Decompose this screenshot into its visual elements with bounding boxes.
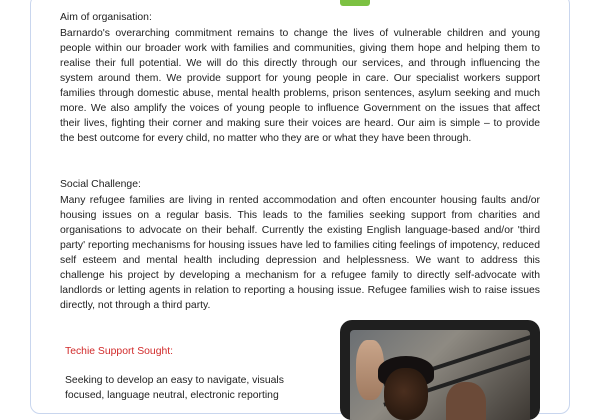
photo-person-right: [446, 382, 486, 420]
green-header-tab: [340, 0, 370, 6]
techie-paragraph: Seeking to develop an easy to navigate, visuals focused, language neutral, electronic reporting: [65, 375, 284, 401]
aim-heading: Aim of organisation:: [60, 12, 152, 23]
challenge-heading: Social Challenge:: [60, 179, 141, 190]
photo-screen: [350, 330, 530, 420]
techie-heading: Techie Support Sought:: [65, 346, 174, 357]
tablet-photo: [340, 320, 540, 420]
challenge-paragraph: Many refugee families are living in rented accommodation and often encounter housing faults and/or housing issues on a regular basis. This leads to the families seeking support from charities and organisations to advocate on their behalf. Currently the existing English language-based and/or 'third party' reporting mechanisms for housing issues have led to families citing feelings of impotency, reduced self esteem and mental health including depression and helplessness. We want to address this challenge his project by developing a mechanism for a refugee family to directly self-advocate with landlords or letting agents in relation to reporting a housing issue. Refugee families wish to raise issues directly, not through a third party.: [60, 195, 540, 311]
aim-paragraph: Barnardo's overarching commitment remains to change the lives of vulnerable children and young people within our broader work with families and communities, giving them hope and helping them to realise their full potential. We will do this directly through our services, and through influencing the system around them. We provide support for young people in care. Our specialist workers support families through domestic abuse, mental health problems, prison sentences, asylum seeking and much more. We also amplify the voices of young people to influence Government on the issues that affect their lives, fighting their corner and making sure their voices are heard. Our aim is simple – to provide the best outcome for every child, no matter who they are or what they have been through.: [60, 28, 540, 144]
photo-person-center: [384, 368, 428, 420]
